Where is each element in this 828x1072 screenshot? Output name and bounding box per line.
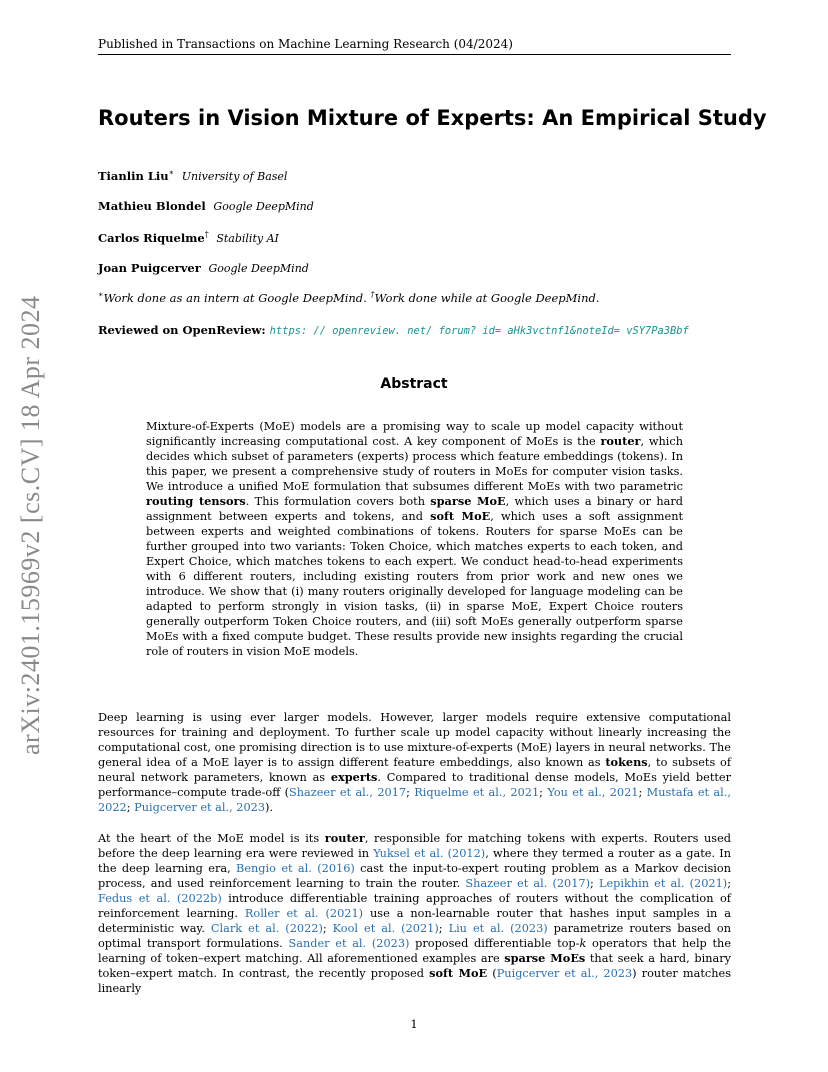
bold-term: experts (330, 770, 378, 784)
text: ) router matches linearly (98, 967, 731, 995)
text: ; (406, 786, 415, 799)
page-number: 1 (410, 1017, 418, 1031)
bold-term: sparse MoEs (504, 951, 586, 965)
citation-link[interactable]: Sander et al. (2023) (288, 937, 410, 950)
author-mark: ∗ (168, 168, 175, 177)
footnote-mark: ∗ (98, 290, 104, 299)
text: , where they termed a router as a gate. In the deep learning era, (98, 847, 731, 875)
citation-link[interactable]: Shazeer et al., 2017 (289, 786, 407, 799)
text: ; (126, 801, 135, 814)
author-4 (98, 261, 309, 275)
author-1 (98, 168, 287, 183)
text: . This formulation covers both (245, 495, 431, 508)
citation-link[interactable]: Roller et al. (2021) (244, 907, 364, 920)
bold-term: soft MoE (430, 509, 491, 523)
bold-term: soft MoE (429, 966, 488, 980)
bold-term: router (324, 831, 365, 845)
citation-link[interactable]: Kool et al. (2021) (332, 922, 439, 935)
bold-term: routing tensors (146, 494, 246, 508)
citation-link[interactable]: Clark et al. (2022) (210, 922, 323, 935)
text: At the heart of the MoE model is its (98, 832, 325, 845)
bold-term: tokens (605, 755, 648, 769)
footnote-text: Work done while at Google DeepMind. (374, 290, 600, 305)
bold-term: router (600, 434, 641, 448)
citation-link[interactable]: Lepikhin et al. (2021) (598, 877, 728, 890)
text: ). (265, 801, 274, 814)
citation-link[interactable]: Yuksel et al. (2012) (373, 847, 486, 860)
text: ; (590, 877, 599, 890)
author-mark: † (204, 230, 209, 239)
text: ; (727, 877, 731, 890)
text: ; (322, 922, 333, 935)
text: ; (438, 922, 449, 935)
openreview-link[interactable]: https: // openreview. net/ forum? id= aHk3vctnf1&noteId= vSY7Pa3Bbf (269, 325, 689, 337)
text: Deep learning is using ever larger models. However, larger models require extensive computational resources for training and deployment. To further scale up model capacity without linearly increasing the computational cost, one promising direction is to use mixture-of-experts (MoE) layers in neural networks. The general idea of a MoE layer is to assign different feature embeddings, also known as (98, 711, 731, 769)
text: that seek a hard, binary token–expert match. In contrast, the recently proposed (98, 952, 731, 980)
author-affiliation: Stability AI (216, 231, 279, 245)
arxiv-side-stamp: arXiv:2401.15969v2 [cs.CV] 18 Apr 2024 (16, 295, 45, 755)
text: ; (539, 786, 548, 799)
text: Mixture-of-Experts (MoE) models are a promising way to scale up model capacity without significantly increasing computational cost. A key component of MoEs is the (146, 420, 683, 448)
math-variable: k (579, 937, 587, 950)
citation-link[interactable]: Fedus et al. (2022b) (98, 892, 222, 905)
text: operators that help the learning of token–expert matching. All aforementioned examples are (98, 937, 732, 965)
citation-link[interactable]: Puigcerver et al., 2023 (134, 801, 266, 814)
citation-link[interactable]: Puigcerver et al., 2023 (496, 967, 633, 980)
author-name: Carlos Riquelme (98, 230, 205, 245)
text: , which decides which subset of parameters (experts) process which feature embeddings (tokens). In this paper, we present a comprehensive study of routers in MoEs for computer vision tasks. We introduce a unified MoE formulation that subsumes different MoEs with two parametric (146, 435, 684, 493)
citation-link[interactable]: Bengio et al. (2016) (236, 862, 355, 875)
header-rule (98, 54, 731, 55)
text: . Compared to traditional dense models, MoEs yield better performance–compute trade-off ( (98, 771, 731, 799)
author-affiliation: Google DeepMind (213, 200, 314, 213)
footnote-text: Work done as an intern at Google DeepMind. (103, 290, 367, 305)
text: , which uses a soft assignment between experts and weighted combinations of tokens. Routers for sparse MoEs can be further grouped into two variants: Token Choice, which matches experts to each token, and Expert Choice, which matches tokens to each expert. We conduct head-to-head experiments with 6 different routers, including existing routers from prior work and new ones we introduce. We show that (i) many routers originally developed for language modeling can be adapted to perform strongly in vision tasks, (ii) in sparse MoE, Expert Choice routers generally outperform Token Choice routers, and (iii) soft MoEs generally outperform sparse MoEs with a fixed compute budget. These results provide new insights regarding the crucial role of routers in vision MoE models. (146, 510, 684, 658)
text: ( (487, 967, 497, 980)
text: parametrize routers based on optimal transport formulations. (98, 922, 731, 950)
footnote-mark: † (370, 290, 375, 299)
author-footnote (98, 290, 600, 305)
text: , responsible for matching tokens with experts. Routers used before the deep learning era were reviewed in (98, 832, 731, 860)
intro-paragraph-2 (98, 831, 731, 996)
author-name: Mathieu Blondel (98, 199, 206, 213)
author-name: Tianlin Liu (98, 168, 169, 183)
author-affiliation: University of Basel (181, 169, 288, 183)
openreview-line (98, 323, 689, 337)
citation-link[interactable]: Liu et al. (2023) (448, 922, 548, 935)
text: ; (638, 786, 647, 799)
citation-link[interactable]: Shazeer et al. (2017) (465, 877, 591, 890)
author-3 (98, 230, 279, 245)
text: introduce differentiable training approaches of routers without the complication of reinforcement learning. (98, 892, 731, 920)
citation-link[interactable]: You et al., 2021 (547, 786, 639, 799)
text: cast the input-to-expert routing problem as a Markov decision process, and used reinforcement learning to train the router. (98, 862, 731, 890)
text: , to subsets of neural network parameters, known as (98, 756, 732, 784)
text: , which uses a binary or hard assignment between experts and tokens, and (146, 495, 683, 523)
author-2 (98, 199, 314, 213)
author-affiliation: Google DeepMind (208, 262, 309, 275)
abstract-body (146, 419, 683, 659)
bold-term: sparse MoE (430, 494, 506, 508)
abstract-heading: Abstract (380, 376, 448, 392)
text: use a non-learnable router that hashes input samples in a deterministic way. (98, 907, 731, 935)
author-name: Joan Puigcerver (98, 261, 201, 275)
text: proposed differentiable top- (409, 937, 580, 950)
citation-link[interactable]: Mustafa et al., 2022 (98, 786, 731, 814)
paper-title: Routers in Vision Mixture of Experts: An Empirical Study (98, 106, 767, 130)
citation-link[interactable]: Riquelme et al., 2021 (414, 786, 540, 799)
openreview-label: Reviewed on OpenReview: (98, 323, 266, 337)
running-header: Published in Transactions on Machine Learning Research (04/2024) (98, 37, 513, 51)
intro-paragraph-1 (98, 710, 731, 815)
